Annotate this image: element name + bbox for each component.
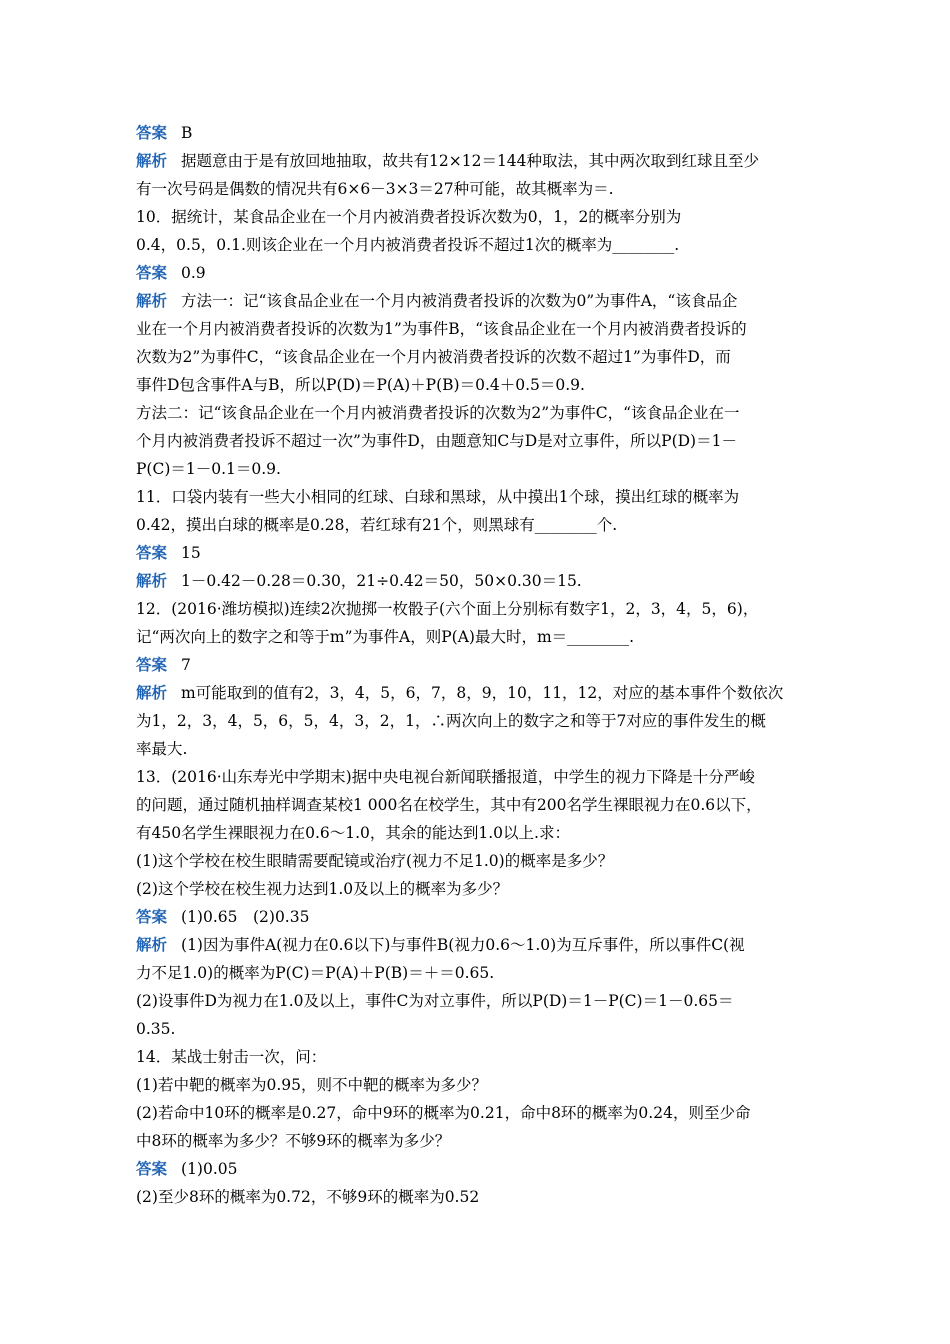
text-line <box>136 707 816 735</box>
line-text: (1)这个学校在校生眼睛需要配镜或治疗(视力不足1.0)的概率是多少？ <box>136 852 614 870</box>
line-text: 13．(2016·山东寿光中学期末)据中央电视台新闻联播报道，中学生的视力下降是十分严峻 <box>136 768 755 786</box>
text-line <box>136 903 816 931</box>
line-text: (1)0.65 (2)0.35 <box>181 908 310 926</box>
line-text: (1)0.05 <box>181 1160 238 1178</box>
line-text: 中8环的概率为多少？不够9环的概率为多少？ <box>136 1132 451 1150</box>
line-text: 业在一个月内被消费者投诉的次数为1”为事件B，“该食品企业在一个月内被消费者投诉的 <box>136 320 747 338</box>
line-text: 0.42，摸出白球的概率是0.28，若红球有21个，则黑球有________个. <box>136 516 618 534</box>
text-line <box>136 679 816 707</box>
text-line <box>136 147 816 175</box>
text-line <box>136 231 816 259</box>
text-line <box>136 847 816 875</box>
text-line <box>136 1015 816 1043</box>
text-line <box>136 567 816 595</box>
line-text: B <box>181 124 193 142</box>
text-line <box>136 931 816 959</box>
line-text: (2)若命中10环的概率是0.27，命中9环的概率为0.21，命中8环的概率为0.24，则至少命 <box>136 1104 751 1122</box>
line-text: 方法二：记“该食品企业在一个月内被消费者投诉的次数为2”为事件C，“该食品企业在一 <box>136 404 740 422</box>
line-text: 0.9 <box>181 264 206 282</box>
answer-label: 答案 <box>136 123 168 142</box>
text-line <box>136 119 816 147</box>
line-text: 记“两次向上的数字之和等于m”为事件A，则P(A)最大时，m＝________. <box>136 628 635 646</box>
text-line <box>136 1183 816 1211</box>
text-line <box>136 623 816 651</box>
text-line <box>136 343 816 371</box>
text-line <box>136 987 816 1015</box>
text-line <box>136 1099 816 1127</box>
text-line <box>136 203 816 231</box>
answer-label: 答案 <box>136 655 168 674</box>
text-line <box>136 427 816 455</box>
text-line <box>136 763 816 791</box>
line-text: (2)设事件D为视力在1.0及以上，事件C为对立事件，所以P(D)＝1－P(C)＝1－0.65＝ <box>136 992 734 1010</box>
line-text: 14．某战士射击一次，问： <box>136 1048 327 1066</box>
line-text: 15 <box>181 544 201 562</box>
line-text: 有450名学生裸眼视力在0.6～1.0，其余的能达到1.0以上.求： <box>136 824 570 842</box>
answer-label: 答案 <box>136 1159 168 1178</box>
line-text: 0.4，0.5，0.1.则该企业在一个月内被消费者投诉不超过1次的概率为________. <box>136 236 680 254</box>
line-text: 次数为2”为事件C，“该食品企业在一个月内被消费者投诉的次数不超过1”为事件D，而 <box>136 348 731 366</box>
line-text: (1)因为事件A(视力在0.6以下)与事件B(视力0.6～1.0)为互斥事件，所以事件C(视 <box>181 936 745 954</box>
text-line <box>136 1071 816 1099</box>
line-text: 事件D包含事件A与B，所以P(D)＝P(A)＋P(B)＝0.4＋0.5＝0.9. <box>136 376 585 394</box>
text-line <box>136 371 816 399</box>
text-line <box>136 1043 816 1071</box>
text-line <box>136 287 816 315</box>
document-body <box>136 119 816 1211</box>
line-text: 为1，2，3，4，5，6，5，4，3，2，1，∴两次向上的数字之和等于7对应的事件发生的概 <box>136 712 766 730</box>
line-text: (2)这个学校在校生视力达到1.0及以上的概率为多少？ <box>136 880 509 898</box>
text-line <box>136 959 816 987</box>
text-line <box>136 175 816 203</box>
analysis-label: 解析 <box>136 291 168 310</box>
analysis-label: 解析 <box>136 683 168 702</box>
analysis-label: 解析 <box>136 151 168 170</box>
text-line <box>136 1155 816 1183</box>
text-line <box>136 735 816 763</box>
text-line <box>136 595 816 623</box>
line-text: 12．(2016·潍坊模拟)连续2次抛掷一枚骰子(六个面上分别标有数字1，2，3，4，5，6)， <box>136 600 759 618</box>
text-line <box>136 539 816 567</box>
line-text: 率最大. <box>136 740 188 758</box>
text-line <box>136 259 816 287</box>
line-text: 1－0.42－0.28＝0.30，21÷0.42＝50，50×0.30＝15. <box>181 572 582 590</box>
text-line <box>136 483 816 511</box>
line-text: 据题意由于是有放回地抽取，故共有12×12＝144种取法，其中两次取到红球且至少 <box>181 152 760 170</box>
answer-label: 答案 <box>136 543 168 562</box>
line-text: 0.35. <box>136 1020 176 1038</box>
line-text: m可能取到的值有2，3，4，5，6，7，8，9，10，11，12，对应的基本事件个数依次 <box>181 684 784 702</box>
text-line <box>136 455 816 483</box>
answer-label: 答案 <box>136 907 168 926</box>
line-text: 有一次号码是偶数的情况共有6×6－3×3＝27种可能，故其概率为＝. <box>136 180 614 198</box>
text-line <box>136 875 816 903</box>
line-text: 10．据统计，某食品企业在一个月内被消费者投诉次数为0，1，2的概率分别为 <box>136 208 682 226</box>
line-text: (1)若中靶的概率为0.95，则不中靶的概率为多少？ <box>136 1076 487 1094</box>
line-text: 的问题，通过随机抽样调查某校1 000名在校学生，其中有200名学生裸眼视力在0.6以下， <box>136 796 762 814</box>
text-line <box>136 315 816 343</box>
text-line <box>136 651 816 679</box>
line-text: 个月内被消费者投诉不超过一次”为事件D，由题意知C与D是对立事件，所以P(D)＝1－ <box>136 432 737 450</box>
text-line <box>136 511 816 539</box>
text-line <box>136 819 816 847</box>
answer-label: 答案 <box>136 263 168 282</box>
line-text: 7 <box>181 656 191 674</box>
line-text: 力不足1.0)的概率为P(C)＝P(A)＋P(B)＝＋＝0.65. <box>136 964 495 982</box>
text-line <box>136 399 816 427</box>
line-text: (2)至少8环的概率为0.72，不够9环的概率为0.52 <box>136 1188 480 1206</box>
line-text: 11．口袋内装有一些大小相同的红球、白球和黑球，从中摸出1个球，摸出红球的概率为 <box>136 488 740 506</box>
analysis-label: 解析 <box>136 935 168 954</box>
text-line <box>136 1127 816 1155</box>
line-text: P(C)＝1－0.1＝0.9. <box>136 460 281 478</box>
line-text: 方法一：记“该食品企业在一个月内被消费者投诉的次数为0”为事件A，“该食品企 <box>181 292 738 310</box>
analysis-label: 解析 <box>136 571 168 590</box>
text-line <box>136 791 816 819</box>
